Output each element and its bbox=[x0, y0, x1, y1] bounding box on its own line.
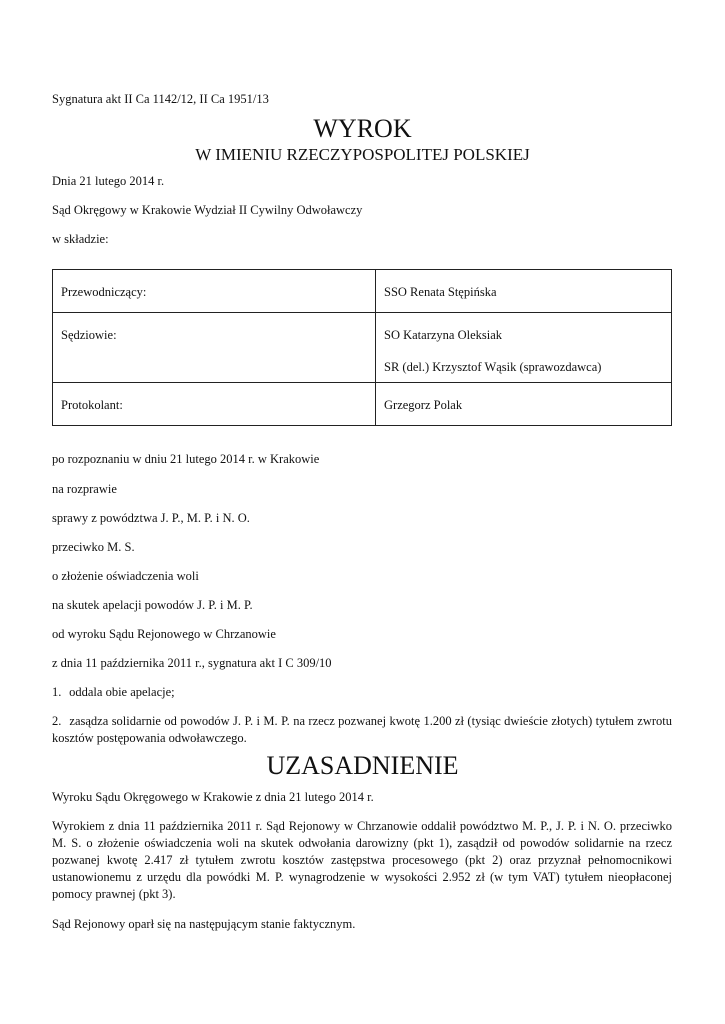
body-line: z dnia 11 października 2011 r., sygnatura akt I C 309/10 bbox=[52, 656, 332, 670]
justification-paragraph: Sąd Rejonowy oparł się na następującym stanie faktycznym. bbox=[52, 917, 356, 931]
body-line: przeciwko M. S. bbox=[52, 540, 135, 554]
decision-text: oddala obie apelacje; bbox=[69, 685, 175, 699]
justification-paragraph: Wyrokiem z dnia 11 października 2011 r. Sąd Rejonowy w Chrzanowie oddalił powództwo M. P., J. P. i N. O. przeciwko M. S. o złożenie oświadczenia woli na skutek odwołania darowizny (pkt 1), zasądził od powodów solidarnie na rzecz pozwanej kwotę 2.417 zł tytułem zwrotu kosztów zastępstwa procesowego (pkt 2) oraz przyznał pełnomocnikowi ustanowionemu z urzędu dla powódki M. P. wynagrodzenie w wysokości 2.952 zł (w tym VAT) tytułem nieopłaconej pomocy prawnej (pkt 3). bbox=[52, 819, 672, 901]
body-line: sprawy z powództwa J. P., M. P. i N. O. bbox=[52, 511, 250, 525]
justification-intro: Wyroku Sądu Okręgowego w Krakowie z dnia 21 lutego 2014 r. bbox=[52, 790, 374, 804]
judgment-title: WYROK bbox=[313, 114, 412, 143]
decision-item bbox=[52, 713, 672, 747]
panel-member: Grzegorz Polak bbox=[376, 383, 672, 426]
decision-item bbox=[52, 684, 175, 700]
judgment-date: Dnia 21 lutego 2014 r. bbox=[52, 174, 165, 188]
panel-row-clerk bbox=[53, 383, 672, 426]
judgment-subtitle: W IMIENIU RZECZYPOSPOLITEJ POLSKIEJ bbox=[195, 145, 530, 164]
body-line: po rozpoznaniu w dniu 21 lutego 2014 r. w Krakowie bbox=[52, 452, 320, 466]
body-line: od wyroku Sądu Rejonowego w Chrzanowie bbox=[52, 627, 276, 641]
decision-number: 1. bbox=[52, 685, 62, 699]
court-name: Sąd Okręgowy w Krakowie Wydział II Cywilny Odwoławczy bbox=[52, 203, 363, 217]
panel-member: SSO Renata Stępińska bbox=[376, 270, 672, 313]
panel-role: Protokolant: bbox=[53, 383, 376, 426]
composition-label: w składzie: bbox=[52, 232, 109, 246]
decision-number: 2. bbox=[52, 714, 62, 728]
panel-member: SO Katarzyna Oleksiak bbox=[384, 328, 503, 342]
body-line: na skutek apelacji powodów J. P. i M. P. bbox=[52, 598, 253, 612]
panel-members-cell bbox=[376, 313, 672, 383]
justification-title: UZASADNIENIE bbox=[266, 751, 459, 780]
panel-row-judges bbox=[53, 313, 672, 383]
panel-row-presiding bbox=[53, 270, 672, 313]
panel-role: Sędziowie: bbox=[53, 313, 376, 383]
case-signature: Sygnatura akt II Ca 1142/12, II Ca 1951/13 bbox=[52, 92, 269, 106]
decision-text: zasądza solidarnie od powodów J. P. i M. P. na rzecz pozwanej kwotę 1.200 zł (tysiąc dwieście złotych) tytułem zwrotu kosztów postępowania odwoławczego. bbox=[52, 714, 673, 745]
court-panel-table bbox=[52, 269, 672, 426]
body-line: o złożenie oświadczenia woli bbox=[52, 569, 199, 583]
body-line: na rozprawie bbox=[52, 482, 117, 496]
panel-member: SR (del.) Krzysztof Wąsik (sprawozdawca) bbox=[384, 360, 602, 374]
panel-role: Przewodniczący: bbox=[53, 270, 376, 313]
